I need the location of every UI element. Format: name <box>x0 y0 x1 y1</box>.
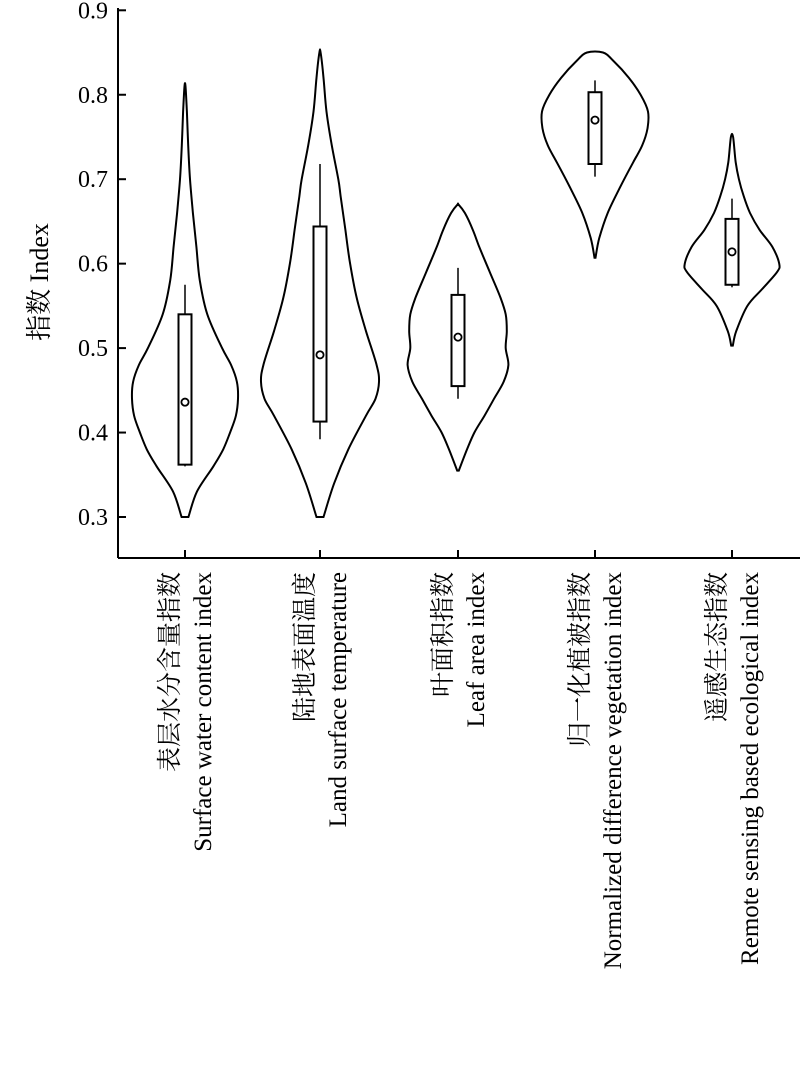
category-label-en: Leaf area index <box>463 572 490 728</box>
median-point-5 <box>728 248 735 255</box>
y-tick-label: 0.8 <box>78 82 108 109</box>
median-point-3 <box>454 334 461 341</box>
category-label-en: Surface water content index <box>190 572 217 852</box>
median-point-4 <box>591 116 598 123</box>
category-label-zh: 归一化植被指数 <box>567 572 594 748</box>
category-label-2 <box>291 572 352 827</box>
category-label-zh: 陆地表面温度 <box>292 572 319 723</box>
category-label-5 <box>703 572 764 965</box>
y-tick-label: 0.6 <box>78 251 108 278</box>
category-label-zh: 遥感生态指数 <box>704 572 731 723</box>
y-tick-label: 0.4 <box>78 420 108 447</box>
category-label-en: Remote sensing based ecological index <box>737 572 764 965</box>
y-axis-label: 指数 Index <box>25 223 54 341</box>
iqr-box-2 <box>314 226 327 421</box>
category-label-1 <box>156 572 217 852</box>
y-tick-label: 0.7 <box>78 167 108 194</box>
median-point-1 <box>181 399 188 406</box>
iqr-box-1 <box>179 314 192 464</box>
y-tick-label: 0.5 <box>78 336 108 363</box>
iqr-box-4 <box>589 92 602 164</box>
y-tick-label: 0.3 <box>78 505 108 531</box>
plot-area <box>25 0 800 969</box>
category-label-zh: 叶面积指数 <box>430 572 457 698</box>
y-tick-label: 0.9 <box>78 0 108 25</box>
category-label-3 <box>429 572 490 728</box>
category-label-zh: 表层水分含量指数 <box>157 572 184 773</box>
category-label-en: Land surface temperature <box>325 572 352 828</box>
category-label-4 <box>566 572 627 970</box>
category-label-en: Normalized difference vegetation index <box>600 572 627 970</box>
median-point-2 <box>316 351 323 358</box>
